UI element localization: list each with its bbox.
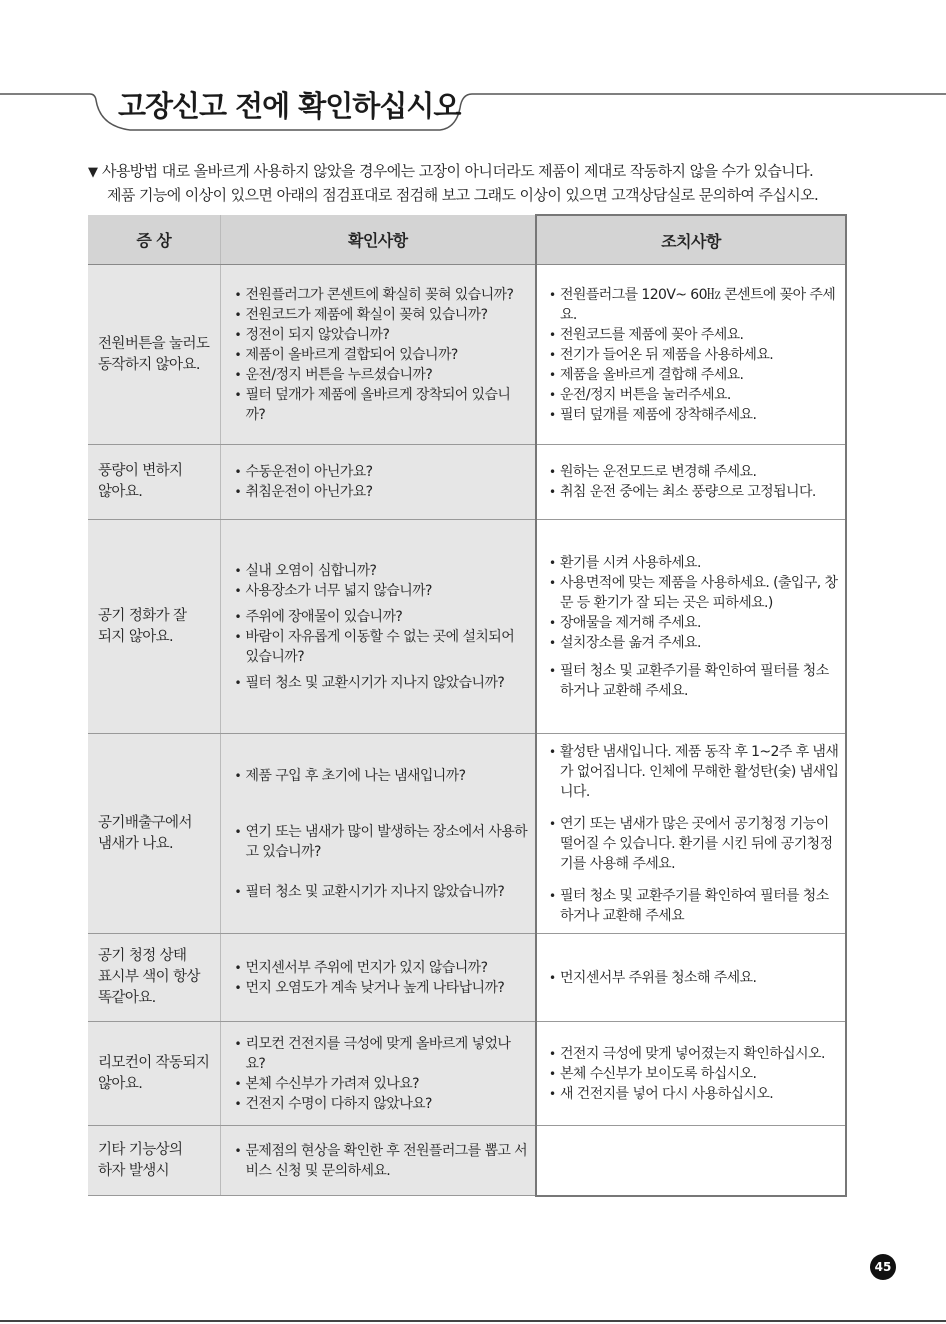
- table-row: [88, 445, 846, 520]
- check-item: • 정전이 되지 않았습니까?: [235, 325, 530, 345]
- action-item: • 전원플러그를 120V~ 60㎐ 콘센트에 꽂아 주세요.: [549, 285, 839, 325]
- check-list: [235, 462, 530, 502]
- action-item: • 먼지센서부 주위를 청소해 주세요.: [549, 968, 839, 988]
- check-item: • 전원플러그가 콘센트에 확실히 꽂혀 있습니까?: [235, 285, 530, 305]
- triangle-bullet-icon: ▼: [88, 165, 98, 180]
- action-cell: [536, 934, 846, 1022]
- check-list: [235, 766, 530, 902]
- check-cell: [220, 1126, 536, 1196]
- check-item: • 제품 구입 후 초기에 나는 냄새입니까?: [235, 766, 530, 786]
- symptom-text: 공기배출구에서 냄새가 나요.: [98, 814, 192, 852]
- action-list: [549, 285, 839, 425]
- action-item: • 전기가 들어온 뒤 제품을 사용하세요.: [549, 345, 839, 365]
- check-item: • 실내 오염이 심합니까?: [235, 561, 530, 581]
- header-action: 조치사항: [536, 215, 846, 265]
- action-item: • 장애물을 제거해 주세요.: [549, 613, 839, 633]
- check-item: • 수동운전이 아닌가요?: [235, 462, 530, 482]
- action-list: [549, 1044, 839, 1104]
- check-item: • 사용장소가 너무 넓지 않습니까?: [235, 581, 530, 601]
- table-row: [88, 1022, 846, 1126]
- action-cell: [536, 445, 846, 520]
- check-item: • 본체 수신부가 가려져 있나요?: [235, 1074, 530, 1094]
- check-item: • 건전지 수명이 다하지 않았나요?: [235, 1094, 530, 1114]
- action-item: • 제품을 올바르게 결합해 주세요.: [549, 365, 839, 385]
- action-item: • 본체 수신부가 보이도록 하십시오.: [549, 1064, 839, 1084]
- action-item: • 필터 청소 및 교환주기를 확인하여 필터를 청소하거나 교환해 주세요: [549, 886, 839, 926]
- action-item: • 환기를 시켜 사용하세요.: [549, 553, 839, 573]
- check-item: • 주위에 장애물이 있습니까?: [235, 607, 530, 627]
- action-cell: [536, 1022, 846, 1126]
- check-list: [235, 561, 530, 693]
- action-item: • 원하는 운전모드로 변경해 주세요.: [549, 462, 839, 482]
- check-item: • 연기 또는 냄새가 많이 발생하는 장소에서 사용하고 있습니까?: [235, 822, 530, 862]
- action-item: • 활성탄 냄새입니다. 제품 동작 후 1~2주 후 냄새가 없어집니다. 인체에 무해한 활성탄(숯) 냄새입니다.: [549, 742, 839, 802]
- check-list: [235, 958, 530, 998]
- symptom-cell: [88, 1126, 220, 1196]
- check-item: • 전원코드가 제품에 확실이 꽂혀 있습니까?: [235, 305, 530, 325]
- action-item: • 취침 운전 중에는 최소 풍량으로 고정됩니다.: [549, 482, 839, 502]
- check-item: • 제품이 올바르게 결합되어 있습니까?: [235, 345, 530, 365]
- check-item: • 먼지 오염도가 계속 낮거나 높게 나타납니까?: [235, 978, 530, 998]
- check-item: • 바람이 자유롭게 이동할 수 없는 곳에 설치되어 있습니까?: [235, 627, 530, 667]
- action-item: • 새 건전지를 넣어 다시 사용하십시오.: [549, 1084, 839, 1104]
- header-symptom: 증 상: [88, 215, 220, 265]
- check-cell: [220, 520, 536, 734]
- check-list: [235, 1141, 530, 1181]
- header-check: 확인사항: [220, 215, 536, 265]
- action-cell: [536, 265, 846, 445]
- action-list: [549, 462, 839, 502]
- table-header-row: [88, 215, 846, 265]
- intro-notice: [88, 160, 858, 207]
- symptom-cell: [88, 265, 220, 445]
- table-row: [88, 734, 846, 934]
- symptom-cell: [88, 520, 220, 734]
- intro-line-1: ▼ 사용방법 대로 올바르게 사용하지 않았을 경우에는 고장이 아니더라도 제품이 제대로 작동하지 않을 수가 있습니다.: [88, 160, 858, 184]
- action-item: • 필터 청소 및 교환주기를 확인하여 필터를 청소하거나 교환해 주세요.: [549, 661, 839, 701]
- action-item: • 전원코드를 제품에 꽂아 주세요.: [549, 325, 839, 345]
- check-item: • 리모컨 건전지를 극성에 맞게 올바르게 넣었나요?: [235, 1034, 530, 1074]
- intro-line-2: 제품 기능에 이상이 있으면 아래의 점검표대로 점검해 보고 그래도 이상이 있으면 고객상담실로 문의하여 주십시오.: [107, 186, 819, 204]
- bottom-divider: [0, 1320, 946, 1322]
- symptom-text: 공기 청정 상태 표시부 색이 항상 똑같아요.: [98, 948, 200, 1006]
- symptom-text: 공기 정화가 잘 되지 않아요.: [98, 607, 187, 645]
- symptom-text: 리모컨이 작동되지 않아요.: [98, 1054, 210, 1092]
- table-row: [88, 1126, 846, 1196]
- action-cell: [536, 1126, 846, 1196]
- check-list: [235, 1034, 530, 1114]
- check-item: • 필터 덮개가 제품에 올바르게 장착되어 있습니까?: [235, 385, 530, 425]
- check-item: • 운전/정지 버튼을 누르셨습니까?: [235, 365, 530, 385]
- page-number-badge: 45: [870, 1254, 896, 1280]
- symptom-text: 전원버튼을 눌러도 동작하지 않아요.: [98, 335, 210, 373]
- table-row: [88, 934, 846, 1022]
- action-list: [549, 553, 839, 701]
- troubleshooting-table: [88, 214, 847, 1197]
- symptom-cell: [88, 734, 220, 934]
- check-cell: [220, 1022, 536, 1126]
- check-cell: [220, 934, 536, 1022]
- action-item: • 건전지 극성에 맞게 넣어졌는지 확인하십시오.: [549, 1044, 839, 1064]
- action-cell: [536, 734, 846, 934]
- table-row: [88, 265, 846, 445]
- check-item: • 먼지센서부 주위에 먼지가 있지 않습니까?: [235, 958, 530, 978]
- symptom-cell: [88, 1022, 220, 1126]
- check-cell: [220, 265, 536, 445]
- symptom-text: 기타 기능상의 하자 발생시: [98, 1141, 183, 1179]
- action-list: [549, 742, 839, 926]
- check-list: [235, 285, 530, 425]
- check-item: • 문제점의 현상을 확인한 후 전원플러그를 뽑고 서비스 신청 및 문의하세요.: [235, 1141, 530, 1181]
- check-cell: [220, 734, 536, 934]
- action-item: • 설치장소를 옮겨 주세요.: [549, 633, 839, 653]
- action-item: • 필터 덮개를 제품에 장착해주세요.: [549, 405, 839, 425]
- check-item: • 취침운전이 아닌가요?: [235, 482, 530, 502]
- symptom-cell: [88, 445, 220, 520]
- check-item: • 필터 청소 및 교환시기가 지나지 않았습니까?: [235, 882, 530, 902]
- title-banner: [0, 78, 946, 134]
- action-item: • 사용면적에 맞는 제품을 사용하세요. (출입구, 창문 등 환기가 잘 되는 곳은 피하세요.): [549, 573, 839, 613]
- check-item: • 필터 청소 및 교환시기가 지나지 않았습니까?: [235, 673, 530, 693]
- check-cell: [220, 445, 536, 520]
- page-title: 고장신고 전에 확인하십시오: [118, 89, 461, 123]
- table-row: [88, 520, 846, 734]
- symptom-cell: [88, 934, 220, 1022]
- action-item: • 연기 또는 냄새가 많은 곳에서 공기청정 기능이 떨어질 수 있습니다. 환기를 시킨 뒤에 공기청정기를 사용해 주세요.: [549, 814, 839, 874]
- action-list: [549, 968, 839, 988]
- action-cell: [536, 520, 846, 734]
- action-item: • 운전/정지 버튼을 눌러주세요.: [549, 385, 839, 405]
- symptom-text: 풍량이 변하지 않아요.: [98, 463, 183, 500]
